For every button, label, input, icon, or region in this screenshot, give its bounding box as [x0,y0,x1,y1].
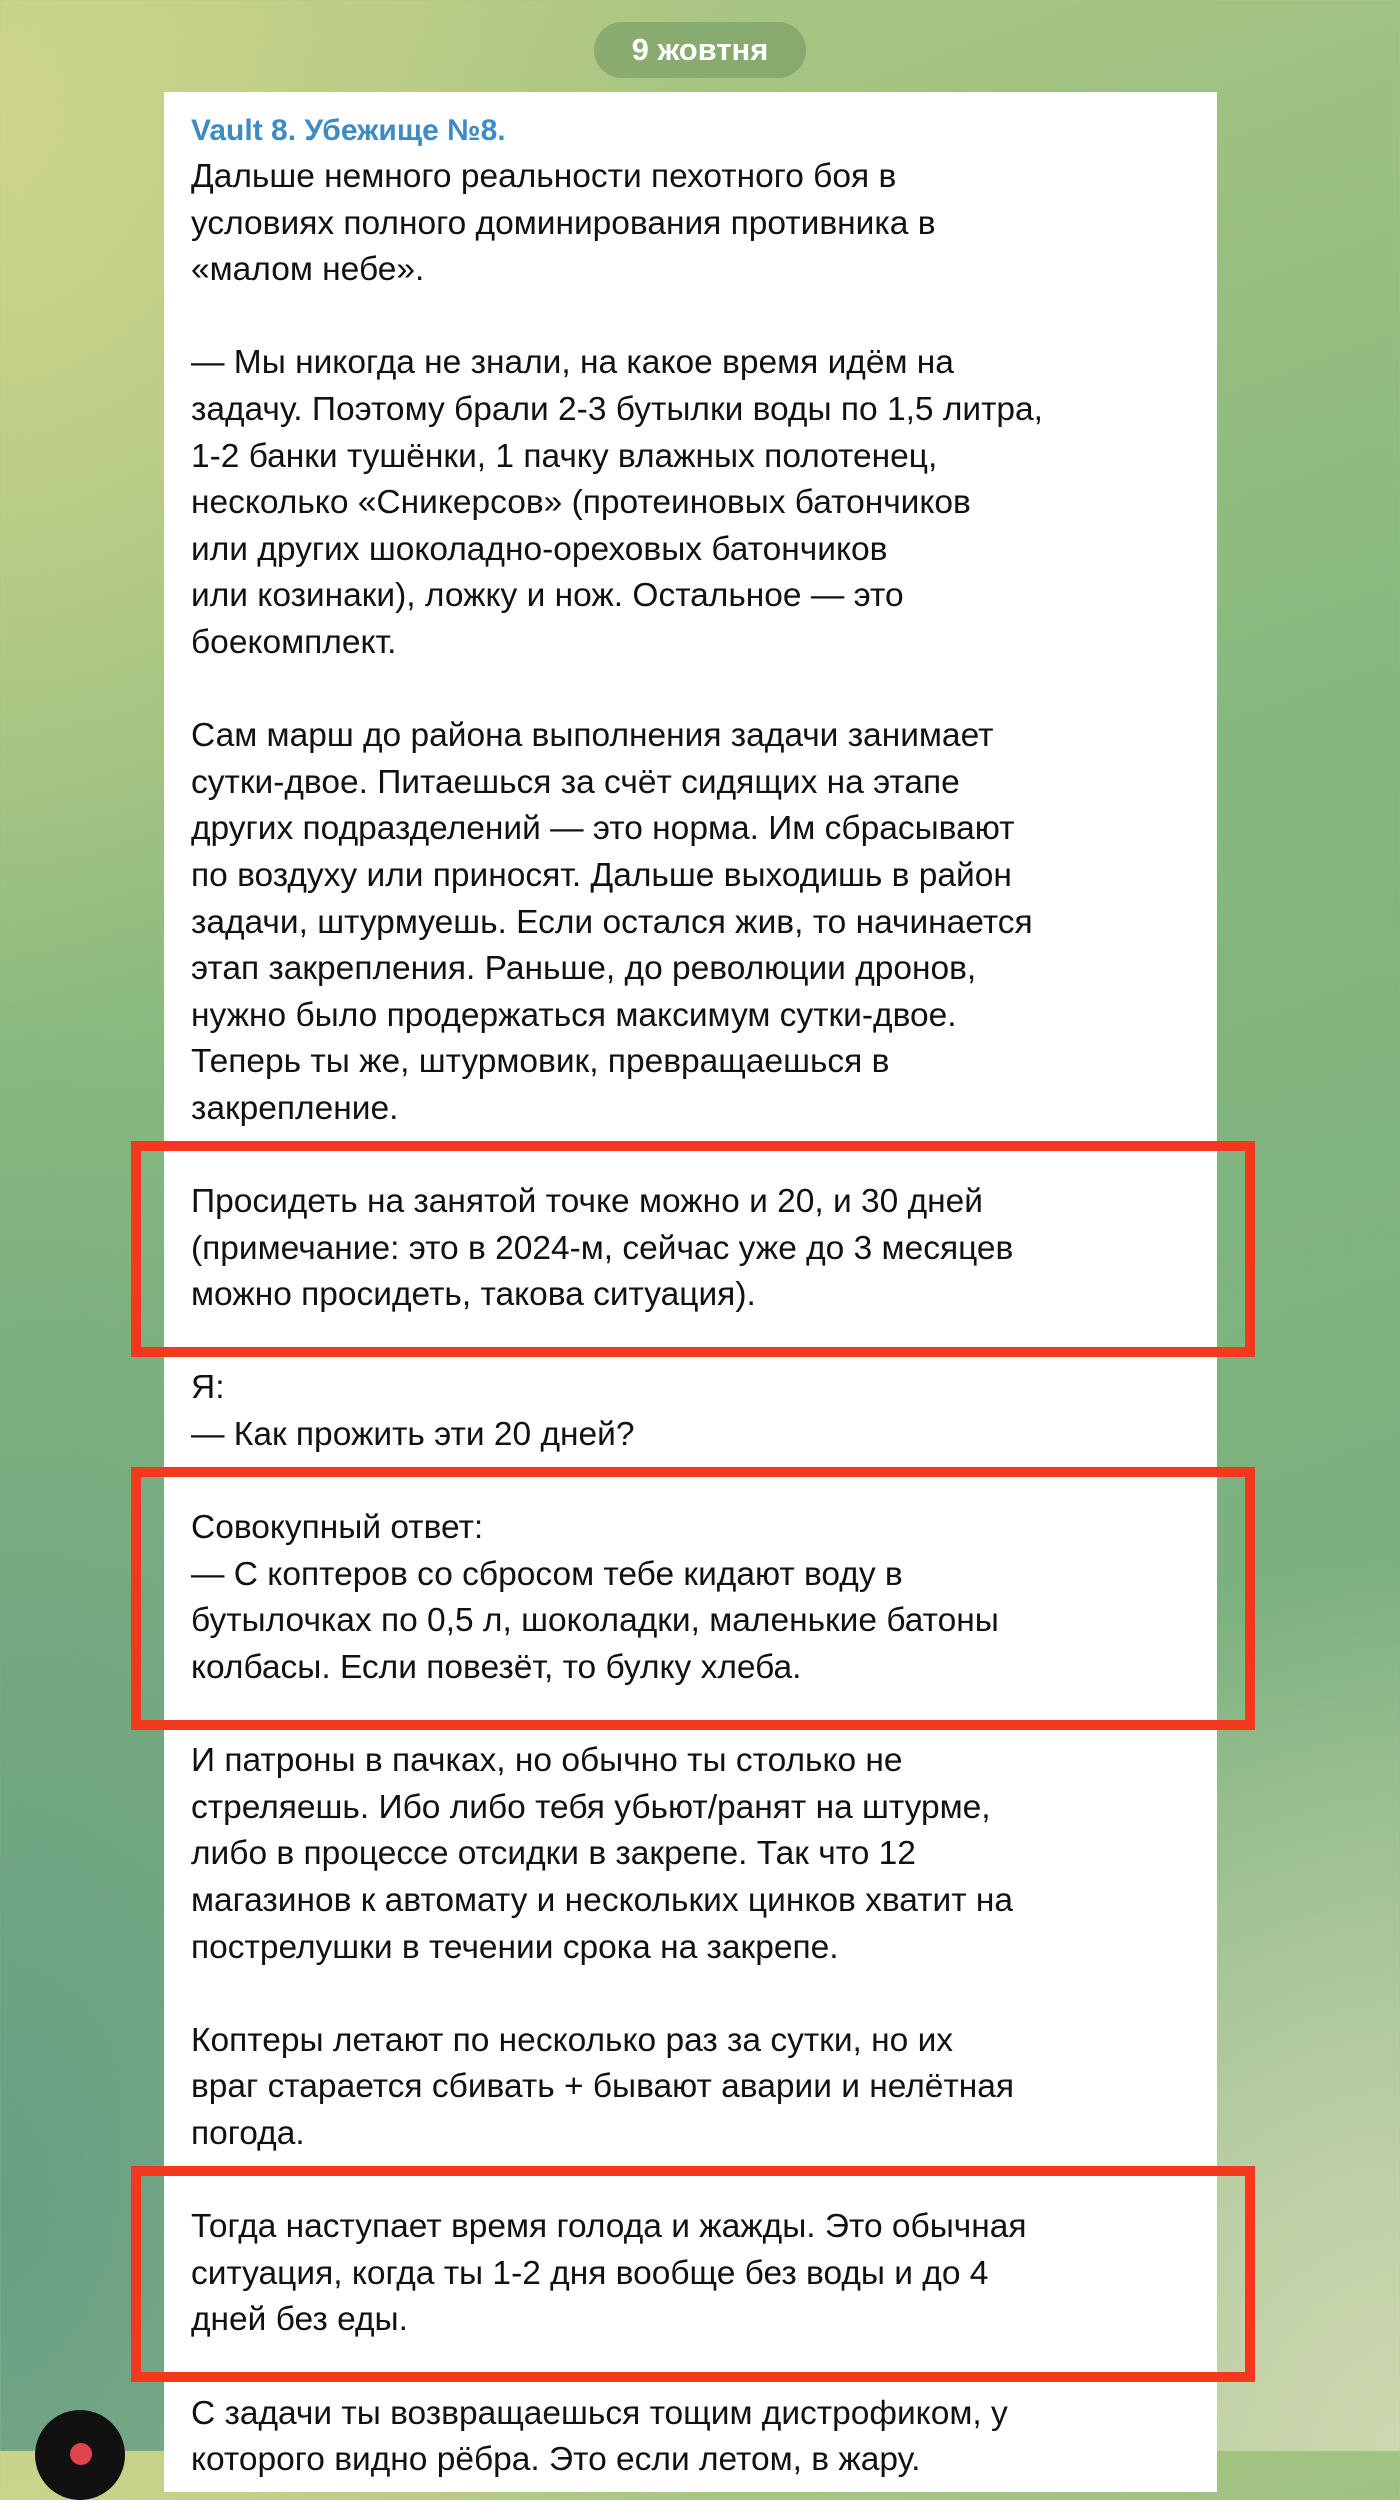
message-paragraph: С задачи ты возвращаешься тощим дистрофиком, у которого видно рёбра. Это если летом, в жару. [191,2394,1008,2479]
channel-author-name[interactable]: Vault 8. Убежище №8. [191,114,506,147]
message-paragraph: И патроны в пачках, но обычно ты столько не стреляешь. Ибо либо тебя убьют/ранят на штурме, либо в процессе отсидки в закрепе. Так что 12 магазинов к автомату и нескольких цинков хватит на пострелушки в течении срока на закрепе. [191,1742,1013,1966]
message-paragraph: Сам марш до района выполнения задачи занимает сутки-двое. Питаешься за счёт сидящих на этапе других подразделений — это норма. Им сбрасывают по воздуху или приносят. Дальше выходишь в район задачи, штурмуешь. Если остался жив, то начинается этап закрепления. Раньше, до революции дронов, нужно было продержаться максимум сутки-двое. Теперь ты же, штурмовик, превращаешься в закрепление. [191,717,1033,1127]
message-paragraph: Я: — Как прожить эти 20 дней? [191,1369,635,1454]
channel-avatar[interactable] [35,2410,125,2500]
message-paragraph: — Мы никогда не знали, на какое время идём на задачу. Поэтому брали 2-3 бутылки воды по 1,5 литра, 1-2 банки тушёнки, 1 пачку влажных полотенец, несколько «Сникерсов» (протеиновых батончиков или других шоколадно-ореховых батончиков или козинаки), ложку и нож. Остальное — это боекомплект. [191,344,1043,661]
date-separator: 9 жовтня [594,22,806,78]
message-paragraph: Дальше немного реальности пехотного боя в условиях полного доминирования противника в «малом небе». [191,158,936,289]
highlighted-paragraph: Совокупный ответ: — С коптеров со сбросом тебе кидают воду в бутылочках по 0,5 л, шоколадки, маленькие батоны колбасы. Если повезёт, то булку хлеба. [191,1505,1190,1691]
message-bubble [164,92,1217,2492]
highlighted-paragraph: Тогда наступает время голода и жажды. Это обычная ситуация, когда ты 1-2 дня вообще без воды и до 4 дней без еды. [191,2204,1190,2344]
highlighted-paragraph: Просидеть на занятой точке можно и 20, и 30 дней (примечание: это в 2024-м, сейчас уже до 3 месяцев можно просидеть, такова ситуация). [191,1179,1190,1319]
message-paragraph: Коптеры летают по несколько раз за сутки, но их враг старается сбивать + бывают аварии и нелётная погода. [191,2021,1015,2152]
